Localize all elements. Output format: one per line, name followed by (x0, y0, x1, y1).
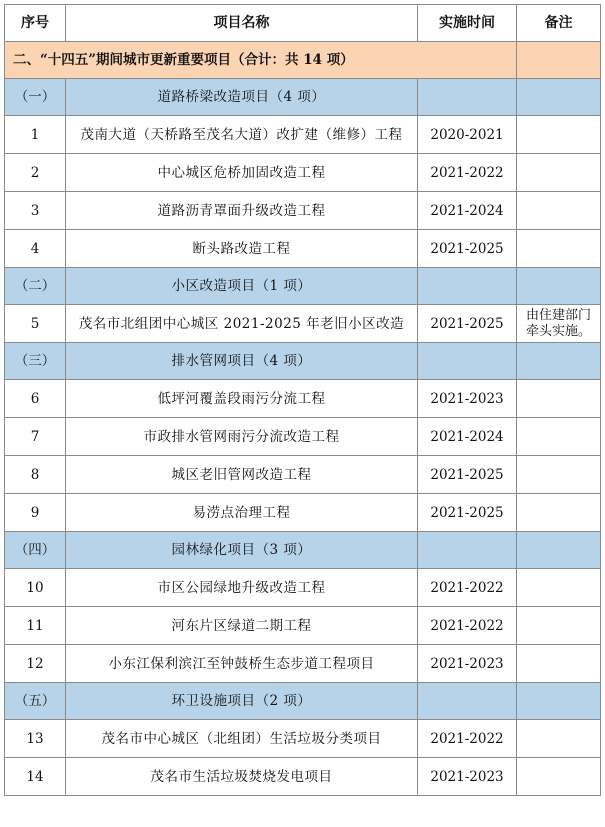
item-time: 2021-2025 (418, 230, 517, 268)
item-note (517, 645, 601, 683)
table-row (5, 607, 601, 645)
item-number: 2 (5, 154, 66, 192)
item-note (517, 418, 601, 456)
header-note: 备注 (517, 5, 601, 42)
table-row (5, 154, 601, 192)
table-row (5, 494, 601, 532)
item-number: 6 (5, 380, 66, 418)
item-note (517, 154, 601, 192)
item-time: 2021-2025 (418, 305, 517, 343)
item-time: 2021-2024 (418, 418, 517, 456)
group-number: （五） (5, 683, 66, 720)
group-note-cell (517, 268, 601, 305)
group-note-cell (517, 343, 601, 380)
table-row (5, 569, 601, 607)
group-note-cell (517, 683, 601, 720)
header-name: 项目名称 (66, 5, 418, 42)
item-note (517, 230, 601, 268)
item-time: 2021-2024 (418, 192, 517, 230)
item-note (517, 720, 601, 758)
table-row (5, 456, 601, 494)
item-name: 中心城区危桥加固改造工程 (66, 154, 418, 192)
group-time-cell (418, 79, 517, 116)
item-name: 茂名市中心城区（北组团）生活垃圾分类项目 (66, 720, 418, 758)
item-note (517, 569, 601, 607)
item-name: 茂南大道（天桥路至茂名大道）改扩建（维修）工程 (66, 116, 418, 154)
item-time: 2021-2022 (418, 720, 517, 758)
header-no: 序号 (5, 5, 66, 42)
item-time: 2021-2022 (418, 154, 517, 192)
group-row (5, 79, 601, 116)
item-number: 13 (5, 720, 66, 758)
summary-row (5, 42, 601, 79)
item-number: 1 (5, 116, 66, 154)
group-number: （三） (5, 343, 66, 380)
group-title: 道路桥梁改造项目（4 项） (66, 79, 418, 116)
item-number: 14 (5, 758, 66, 796)
group-time-cell (418, 268, 517, 305)
summary-title: 二、“十四五”期间城市更新重要项目（合计：共 14 项） (5, 42, 517, 79)
table-row (5, 230, 601, 268)
item-time: 2021-2023 (418, 380, 517, 418)
item-number: 4 (5, 230, 66, 268)
group-row (5, 532, 601, 569)
item-name: 小东江保利滨江至钟鼓桥生态步道工程项目 (66, 645, 418, 683)
item-note (517, 758, 601, 796)
group-number: （二） (5, 268, 66, 305)
group-time-cell (418, 343, 517, 380)
group-note-cell (517, 79, 601, 116)
group-row (5, 343, 601, 380)
group-row (5, 268, 601, 305)
item-time: 2021-2022 (418, 607, 517, 645)
table-row (5, 645, 601, 683)
item-time: 2021-2023 (418, 645, 517, 683)
table-row (5, 192, 601, 230)
table-row (5, 116, 601, 154)
group-number: （四） (5, 532, 66, 569)
item-note (517, 456, 601, 494)
item-note (517, 380, 601, 418)
table-body (5, 5, 601, 796)
item-name: 道路沥青罩面升级改造工程 (66, 192, 418, 230)
group-title: 小区改造项目（1 项） (66, 268, 418, 305)
item-number: 3 (5, 192, 66, 230)
item-number: 7 (5, 418, 66, 456)
group-time-cell (418, 683, 517, 720)
item-name: 城区老旧管网改造工程 (66, 456, 418, 494)
table-row (5, 380, 601, 418)
item-time: 2020-2021 (418, 116, 517, 154)
group-note-cell (517, 532, 601, 569)
item-note (517, 116, 601, 154)
item-number: 5 (5, 305, 66, 343)
table-row (5, 720, 601, 758)
group-title: 排水管网项目（4 项） (66, 343, 418, 380)
project-table (4, 4, 601, 796)
item-name: 河东片区绿道二期工程 (66, 607, 418, 645)
item-number: 9 (5, 494, 66, 532)
group-title: 环卫设施项目（2 项） (66, 683, 418, 720)
group-row (5, 683, 601, 720)
item-time: 2021-2023 (418, 758, 517, 796)
item-name: 市区公园绿地升级改造工程 (66, 569, 418, 607)
item-note (517, 494, 601, 532)
item-name: 市政排水管网雨污分流改造工程 (66, 418, 418, 456)
table-row (5, 758, 601, 796)
item-time: 2021-2025 (418, 494, 517, 532)
item-name: 断头路改造工程 (66, 230, 418, 268)
item-name: 低坪河覆盖段雨污分流工程 (66, 380, 418, 418)
item-name: 茂名市生活垃圾焚烧发电项目 (66, 758, 418, 796)
item-time: 2021-2022 (418, 569, 517, 607)
item-note (517, 192, 601, 230)
table-row (5, 418, 601, 456)
item-note (517, 607, 601, 645)
item-time: 2021-2025 (418, 456, 517, 494)
group-number: （一） (5, 79, 66, 116)
group-title: 园林绿化项目（3 项） (66, 532, 418, 569)
item-name: 易涝点治理工程 (66, 494, 418, 532)
table-row (5, 305, 601, 343)
header-time: 实施时间 (418, 5, 517, 42)
item-number: 10 (5, 569, 66, 607)
item-number: 8 (5, 456, 66, 494)
item-number: 11 (5, 607, 66, 645)
header-row (5, 5, 601, 42)
item-name: 茂名市北组团中心城区 2021-2025 年老旧小区改造 (66, 305, 418, 343)
group-time-cell (418, 532, 517, 569)
item-number: 12 (5, 645, 66, 683)
item-note: 由住建部门牵头实施。 (517, 305, 601, 343)
summary-note-cell (517, 42, 601, 79)
